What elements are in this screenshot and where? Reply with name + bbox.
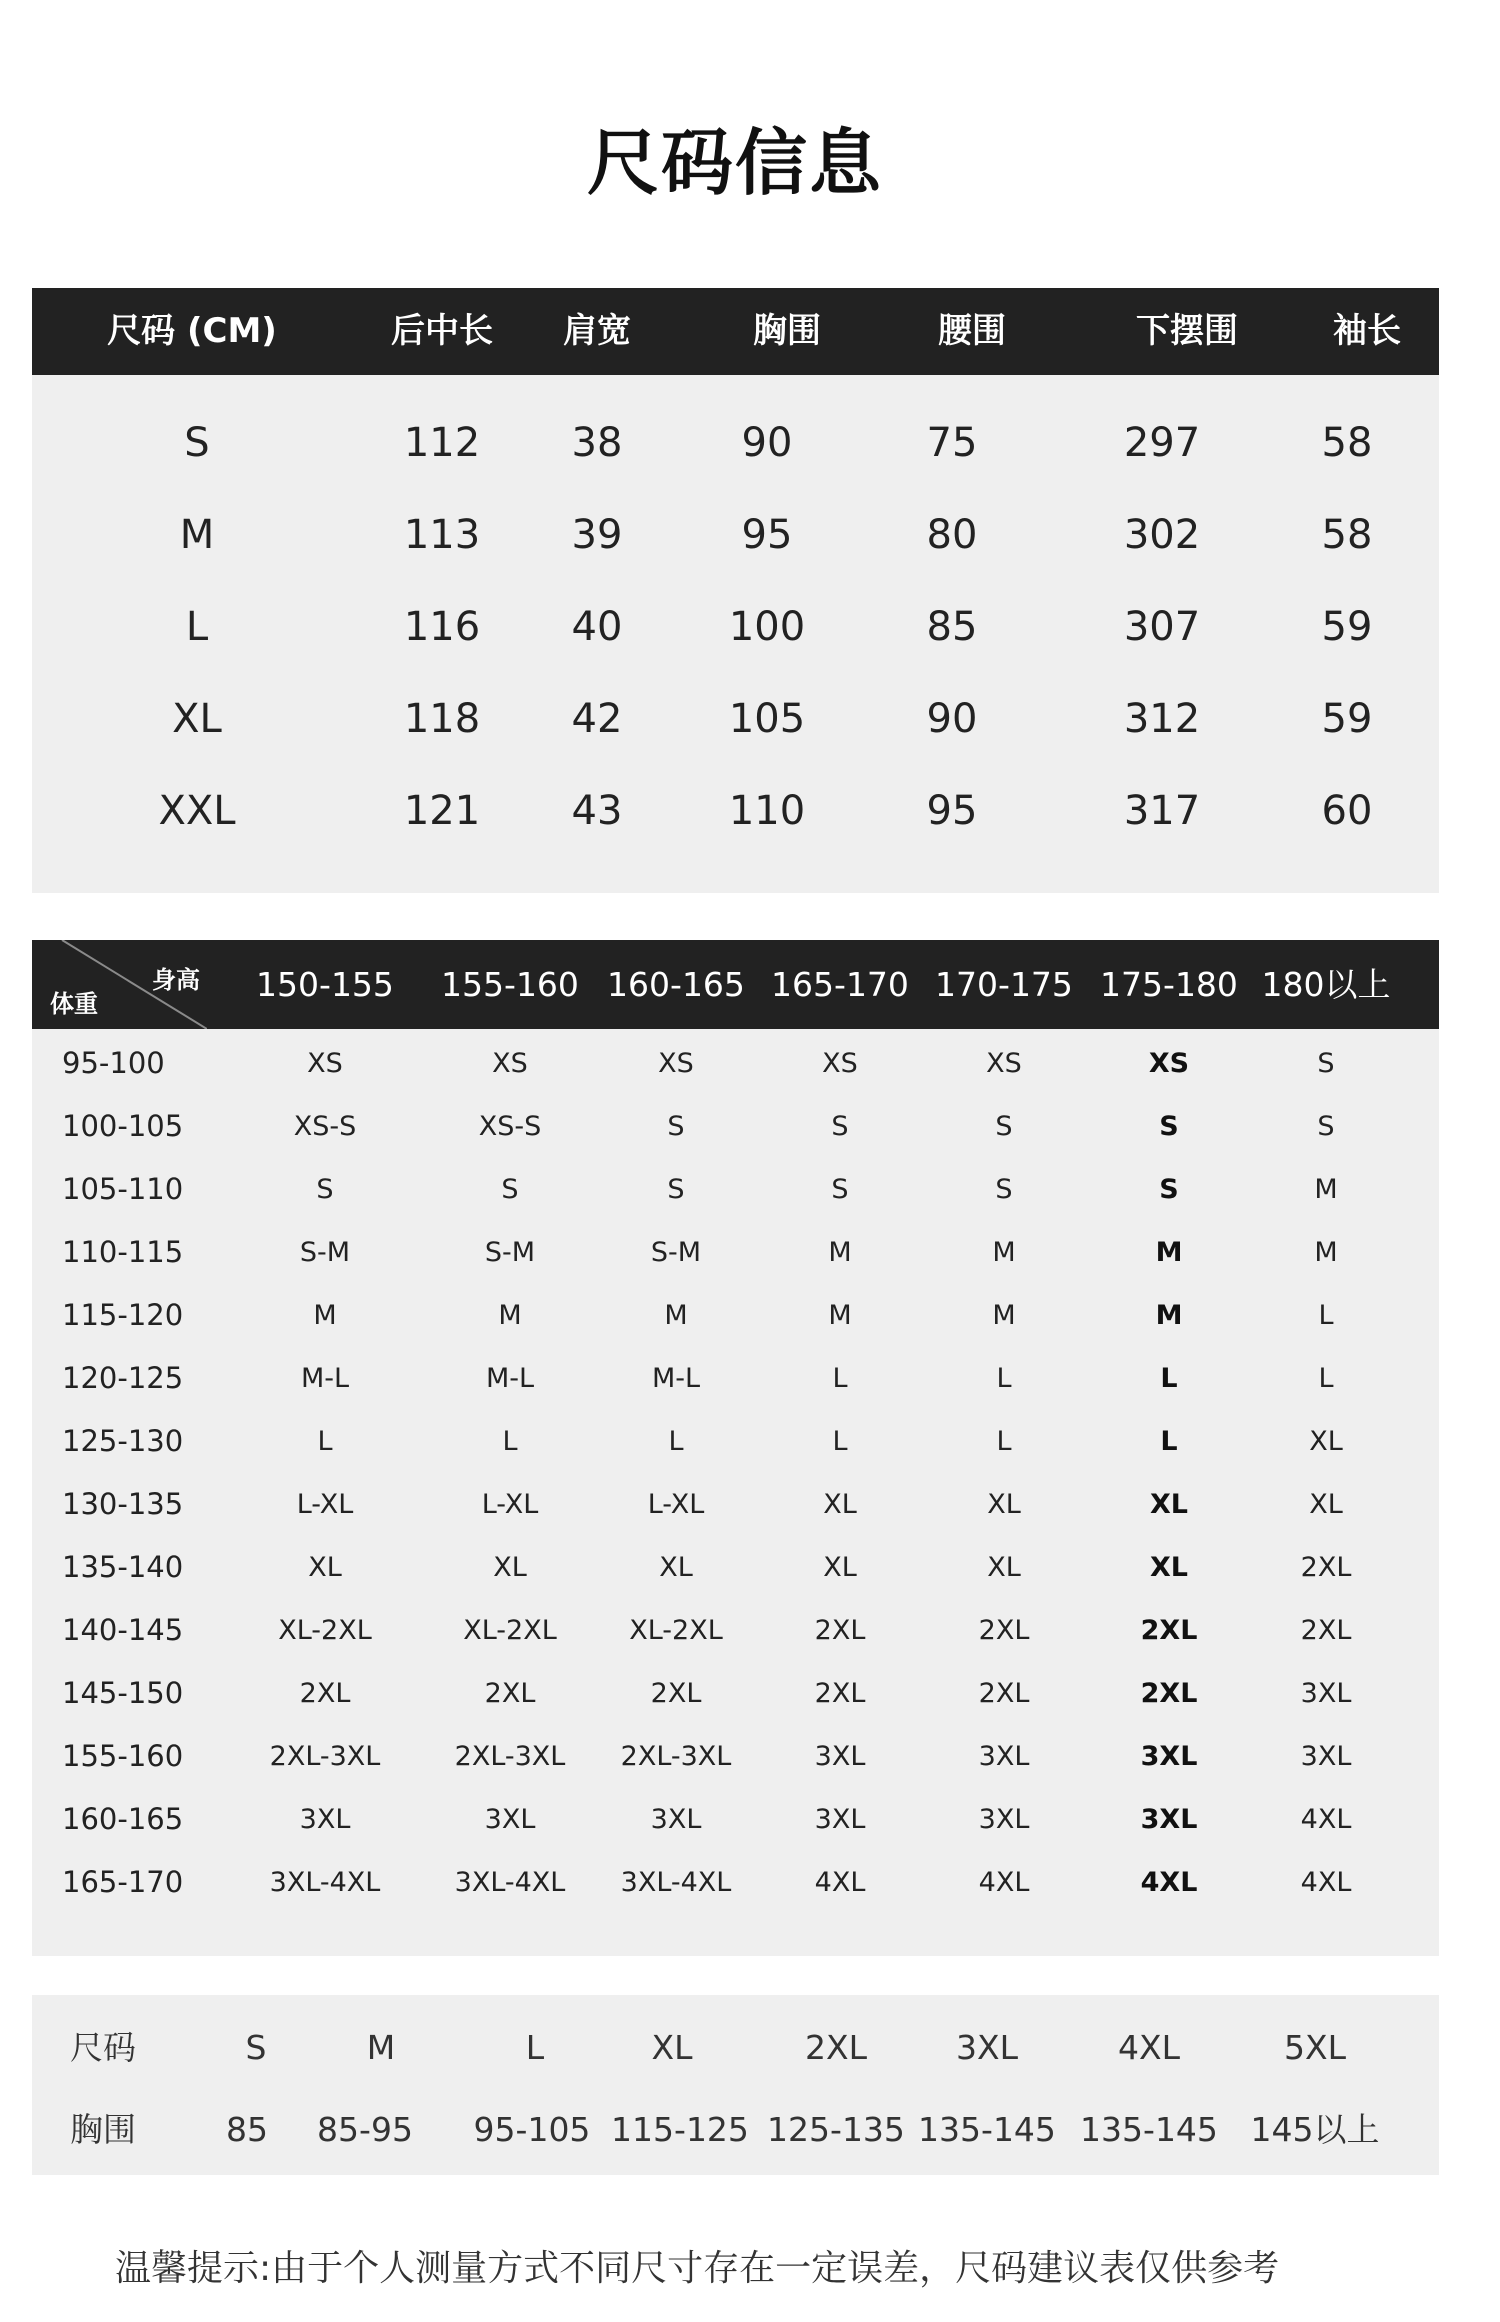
recommended-size-cell: 3XL-4XL [620,1867,732,1898]
weight-cell: 160-165 [62,1802,184,1836]
recommend-row [32,1725,1439,1788]
tip-text: 温馨提示:由于个人测量方式不同尺寸存在一定误差，尺码建议表仅供参考 [115,2248,1280,2289]
weight-cell: 145-150 [62,1676,184,1710]
recommended-size-cell: L [1318,1300,1334,1331]
recommended-size-cell: 2XL [978,1615,1030,1646]
measurement-cell: 110 [728,788,806,834]
recommended-size-cell: 3XL [484,1804,536,1835]
measurement-row [32,397,1439,489]
chest-cell: 85 [226,2110,268,2149]
recommended-size-cell: XL [493,1552,527,1583]
height-header-cell: 175-180 [1100,965,1238,1004]
measurement-cell: 105 [728,696,806,742]
recommended-size-cell: S-M [299,1237,351,1268]
chest-row-label: 胸围 [70,2110,136,2149]
recommended-size-cell: 2XL [814,1678,866,1709]
recommended-size-cell: S [1317,1048,1335,1079]
header-waist: 腰围 [938,311,1006,351]
recommended-size-cell: XL [987,1552,1021,1583]
recommended-size-cell: 4XL [1140,1867,1198,1898]
recommended-size-cell: M [313,1300,337,1331]
recommended-size-cell: XL [1309,1426,1343,1457]
recommend-row [32,1473,1439,1536]
recommended-size-cell: L [317,1426,333,1457]
measurement-cell: 59 [1321,604,1373,650]
recommend-row [32,1221,1439,1284]
corner-height-label: 身高 [152,966,200,994]
recommended-size-cell: XS [658,1048,694,1079]
measurement-cell: 95 [741,512,793,558]
size-cell: 3XL [956,2028,1018,2067]
measurement-row [32,673,1439,765]
recommend-row [32,1599,1439,1662]
recommended-size-cell: 3XL [814,1741,866,1772]
chest-table-chest-row [32,2095,1439,2165]
recommend-row [32,1158,1439,1221]
recommended-size-cell: L [832,1426,848,1457]
recommended-size-cell: S [831,1111,849,1142]
recommended-size-cell: XS-S [293,1111,357,1142]
corner-cell [32,940,207,1029]
size-cell: 5XL [1284,2028,1346,2067]
recommended-size-cell: XS [307,1048,343,1079]
measurement-cell: 312 [1123,696,1201,742]
weight-cell: 110-115 [62,1235,184,1269]
measurement-cell: 58 [1321,512,1373,558]
recommended-size-cell: S-M [484,1237,536,1268]
measurement-table-body [32,375,1439,893]
chest-table-size-row [32,2013,1439,2083]
recommended-size-cell: 2XL [1300,1552,1352,1583]
measurement-cell: 113 [403,512,481,558]
recommend-table-header [32,940,1439,1029]
size-cell: XL [172,696,222,742]
recommended-size-cell: 2XL-3XL [620,1741,732,1772]
recommended-size-cell: 3XL [650,1804,702,1835]
measurement-cell: 75 [926,420,978,466]
recommend-row [32,1284,1439,1347]
chest-cell: 125-135 [767,2110,905,2149]
measurement-row [32,489,1439,581]
chest-cell: 115-125 [611,2110,749,2149]
weight-cell: 115-120 [62,1298,184,1332]
recommended-size-cell: 4XL [814,1867,866,1898]
size-cell: 2XL [805,2028,867,2067]
recommend-row [32,1788,1439,1851]
weight-cell: 140-145 [62,1613,184,1647]
weight-cell: 155-160 [62,1739,184,1773]
recommended-size-cell: XL [659,1552,693,1583]
size-cell: XXL [158,788,236,834]
recommended-size-cell: 3XL [1140,1804,1198,1835]
recommended-size-cell: XL-2XL [278,1615,372,1646]
recommended-size-cell: 3XL [978,1804,1030,1835]
header-back-length: 后中长 [391,311,493,351]
recommended-size-cell: M [1155,1237,1183,1268]
measurement-table-header [32,288,1439,375]
chest-cell: 85-95 [317,2110,413,2149]
measurement-cell: 317 [1123,788,1201,834]
recommended-size-cell: 2XL [650,1678,702,1709]
measurement-cell: 42 [571,696,623,742]
recommend-table [32,940,1439,1956]
header-size: 尺码 (CM) [107,311,277,351]
height-header-cell: 180以上 [1261,965,1391,1004]
size-cell: 4XL [1118,2028,1180,2067]
recommended-size-cell: XL-2XL [629,1615,723,1646]
recommended-size-cell: 2XL-3XL [269,1741,381,1772]
recommended-size-cell: M [1314,1174,1338,1205]
recommend-row [32,1032,1439,1095]
recommended-size-cell: M-L [651,1363,701,1394]
height-header-cell: 160-165 [607,965,745,1004]
recommended-size-cell: L-XL [481,1489,539,1520]
recommended-size-cell: M [992,1300,1016,1331]
recommended-size-cell: L [1160,1363,1178,1394]
measurement-cell: 80 [926,512,978,558]
recommended-size-cell: S [667,1174,685,1205]
recommended-size-cell: 4XL [1300,1804,1352,1835]
recommended-size-cell: M [828,1237,852,1268]
recommended-size-cell: S [316,1174,334,1205]
recommended-size-cell: XL [1149,1552,1189,1583]
recommend-row [32,1410,1439,1473]
recommend-row [32,1095,1439,1158]
recommend-row [32,1347,1439,1410]
size-cell: L [525,2028,545,2067]
recommended-size-cell: 3XL [978,1741,1030,1772]
recommended-size-cell: S [1159,1174,1179,1205]
recommended-size-cell: M [1155,1300,1183,1331]
measurement-row [32,765,1439,857]
recommended-size-cell: L-XL [647,1489,705,1520]
height-header-cell: 155-160 [441,965,579,1004]
recommended-size-cell: 3XL-4XL [269,1867,381,1898]
measurement-cell: 85 [926,604,978,650]
recommended-size-cell: 3XL [1140,1741,1198,1772]
recommended-size-cell: XL [1149,1489,1189,1520]
recommended-size-cell: XL [308,1552,342,1583]
corner-weight-label: 体重 [50,990,98,1018]
measurement-cell: 307 [1123,604,1201,650]
recommended-size-cell: S [667,1111,685,1142]
size-cell: M [366,2028,396,2067]
recommended-size-cell: 3XL [1300,1678,1352,1709]
size-cell: S [245,2028,267,2067]
measurement-cell: 38 [571,420,623,466]
recommended-size-cell: L [832,1363,848,1394]
recommended-size-cell: 4XL [978,1867,1030,1898]
measurement-cell: 112 [403,420,481,466]
size-cell: M [179,512,215,558]
weight-cell: 95-100 [62,1046,165,1080]
recommended-size-cell: XL [987,1489,1021,1520]
weight-cell: 120-125 [62,1361,184,1395]
recommend-row [32,1851,1439,1914]
header-sleeve: 袖长 [1333,311,1401,351]
measurement-cell: 100 [728,604,806,650]
recommended-size-cell: 3XL [1300,1741,1352,1772]
height-header-cell: 150-155 [256,965,394,1004]
recommended-size-cell: L [668,1426,684,1457]
size-cell: L [185,604,209,650]
recommended-size-cell: L [502,1426,518,1457]
recommended-size-cell: 4XL [1300,1867,1352,1898]
recommend-row [32,1662,1439,1725]
page-title: 尺码信息 [586,121,883,205]
recommended-size-cell: XS [822,1048,858,1079]
measurement-cell: 39 [571,512,623,558]
height-header-cell: 170-175 [935,965,1073,1004]
chest-table [32,1995,1439,2175]
recommended-size-cell: XL [823,1489,857,1520]
header-chest: 胸围 [753,311,821,351]
recommended-size-cell: M [664,1300,688,1331]
recommended-size-cell: XL-2XL [463,1615,557,1646]
weight-cell: 130-135 [62,1487,184,1521]
recommended-size-cell: XS [1148,1048,1190,1079]
recommended-size-cell: M [828,1300,852,1331]
recommended-size-cell: 2XL [484,1678,536,1709]
weight-cell: 105-110 [62,1172,184,1206]
recommended-size-cell: M [992,1237,1016,1268]
recommended-size-cell: 3XL-4XL [454,1867,566,1898]
recommended-size-cell: L [1160,1426,1178,1457]
recommended-size-cell: 2XL [299,1678,351,1709]
recommended-size-cell: XS [492,1048,528,1079]
size-row-label: 尺码 [70,2028,136,2067]
header-hem: 下摆围 [1136,311,1238,351]
recommended-size-cell: S [995,1174,1013,1205]
recommended-size-cell: 3XL [814,1804,866,1835]
recommended-size-cell: L-XL [296,1489,354,1520]
recommended-size-cell: XL [823,1552,857,1583]
recommended-size-cell: L [996,1426,1012,1457]
height-header-cell: 165-170 [771,965,909,1004]
recommended-size-cell: 2XL-3XL [454,1741,566,1772]
recommended-size-cell: S [1317,1111,1335,1142]
recommended-size-cell: XS [986,1048,1022,1079]
measurement-row [32,581,1439,673]
recommended-size-cell: 2XL [1140,1678,1198,1709]
recommended-size-cell: XS-S [478,1111,542,1142]
recommended-size-cell: S [831,1174,849,1205]
size-cell: XL [651,2028,693,2067]
measurement-cell: 116 [403,604,481,650]
recommended-size-cell: M [1314,1237,1338,1268]
chest-cell: 135-145 [1080,2110,1218,2149]
recommended-size-cell: S [1159,1111,1179,1142]
measurement-cell: 90 [741,420,793,466]
measurement-cell: 90 [926,696,978,742]
measurement-cell: 121 [403,788,481,834]
measurement-table [32,288,1439,893]
weight-cell: 165-170 [62,1865,184,1899]
recommended-size-cell: M-L [300,1363,350,1394]
chest-cell: 135-145 [918,2110,1056,2149]
header-shoulder: 肩宽 [563,311,631,351]
measurement-cell: 59 [1321,696,1373,742]
recommended-size-cell: 2XL [1140,1615,1198,1646]
measurement-cell: 58 [1321,420,1373,466]
recommended-size-cell: M-L [485,1363,535,1394]
recommended-size-cell: L [996,1363,1012,1394]
measurement-cell: 40 [571,604,623,650]
chest-cell: 145以上 [1250,2110,1380,2149]
chest-cell: 95-105 [473,2110,591,2149]
recommended-size-cell: S [501,1174,519,1205]
weight-cell: 125-130 [62,1424,184,1458]
recommend-row [32,1536,1439,1599]
recommended-size-cell: L [1318,1363,1334,1394]
size-cell: S [184,420,210,466]
measurement-cell: 118 [403,696,481,742]
recommended-size-cell: M [498,1300,522,1331]
recommended-size-cell: XL [1309,1489,1343,1520]
measurement-cell: 95 [926,788,978,834]
weight-cell: 135-140 [62,1550,184,1584]
measurement-cell: 43 [571,788,623,834]
recommended-size-cell: S-M [650,1237,702,1268]
recommended-size-cell: S [995,1111,1013,1142]
measurement-cell: 297 [1123,420,1201,466]
recommended-size-cell: 2XL [814,1615,866,1646]
measurement-cell: 60 [1321,788,1373,834]
recommended-size-cell: 3XL [299,1804,351,1835]
weight-cell: 100-105 [62,1109,184,1143]
measurement-cell: 302 [1123,512,1201,558]
recommended-size-cell: 2XL [978,1678,1030,1709]
recommended-size-cell: 2XL [1300,1615,1352,1646]
